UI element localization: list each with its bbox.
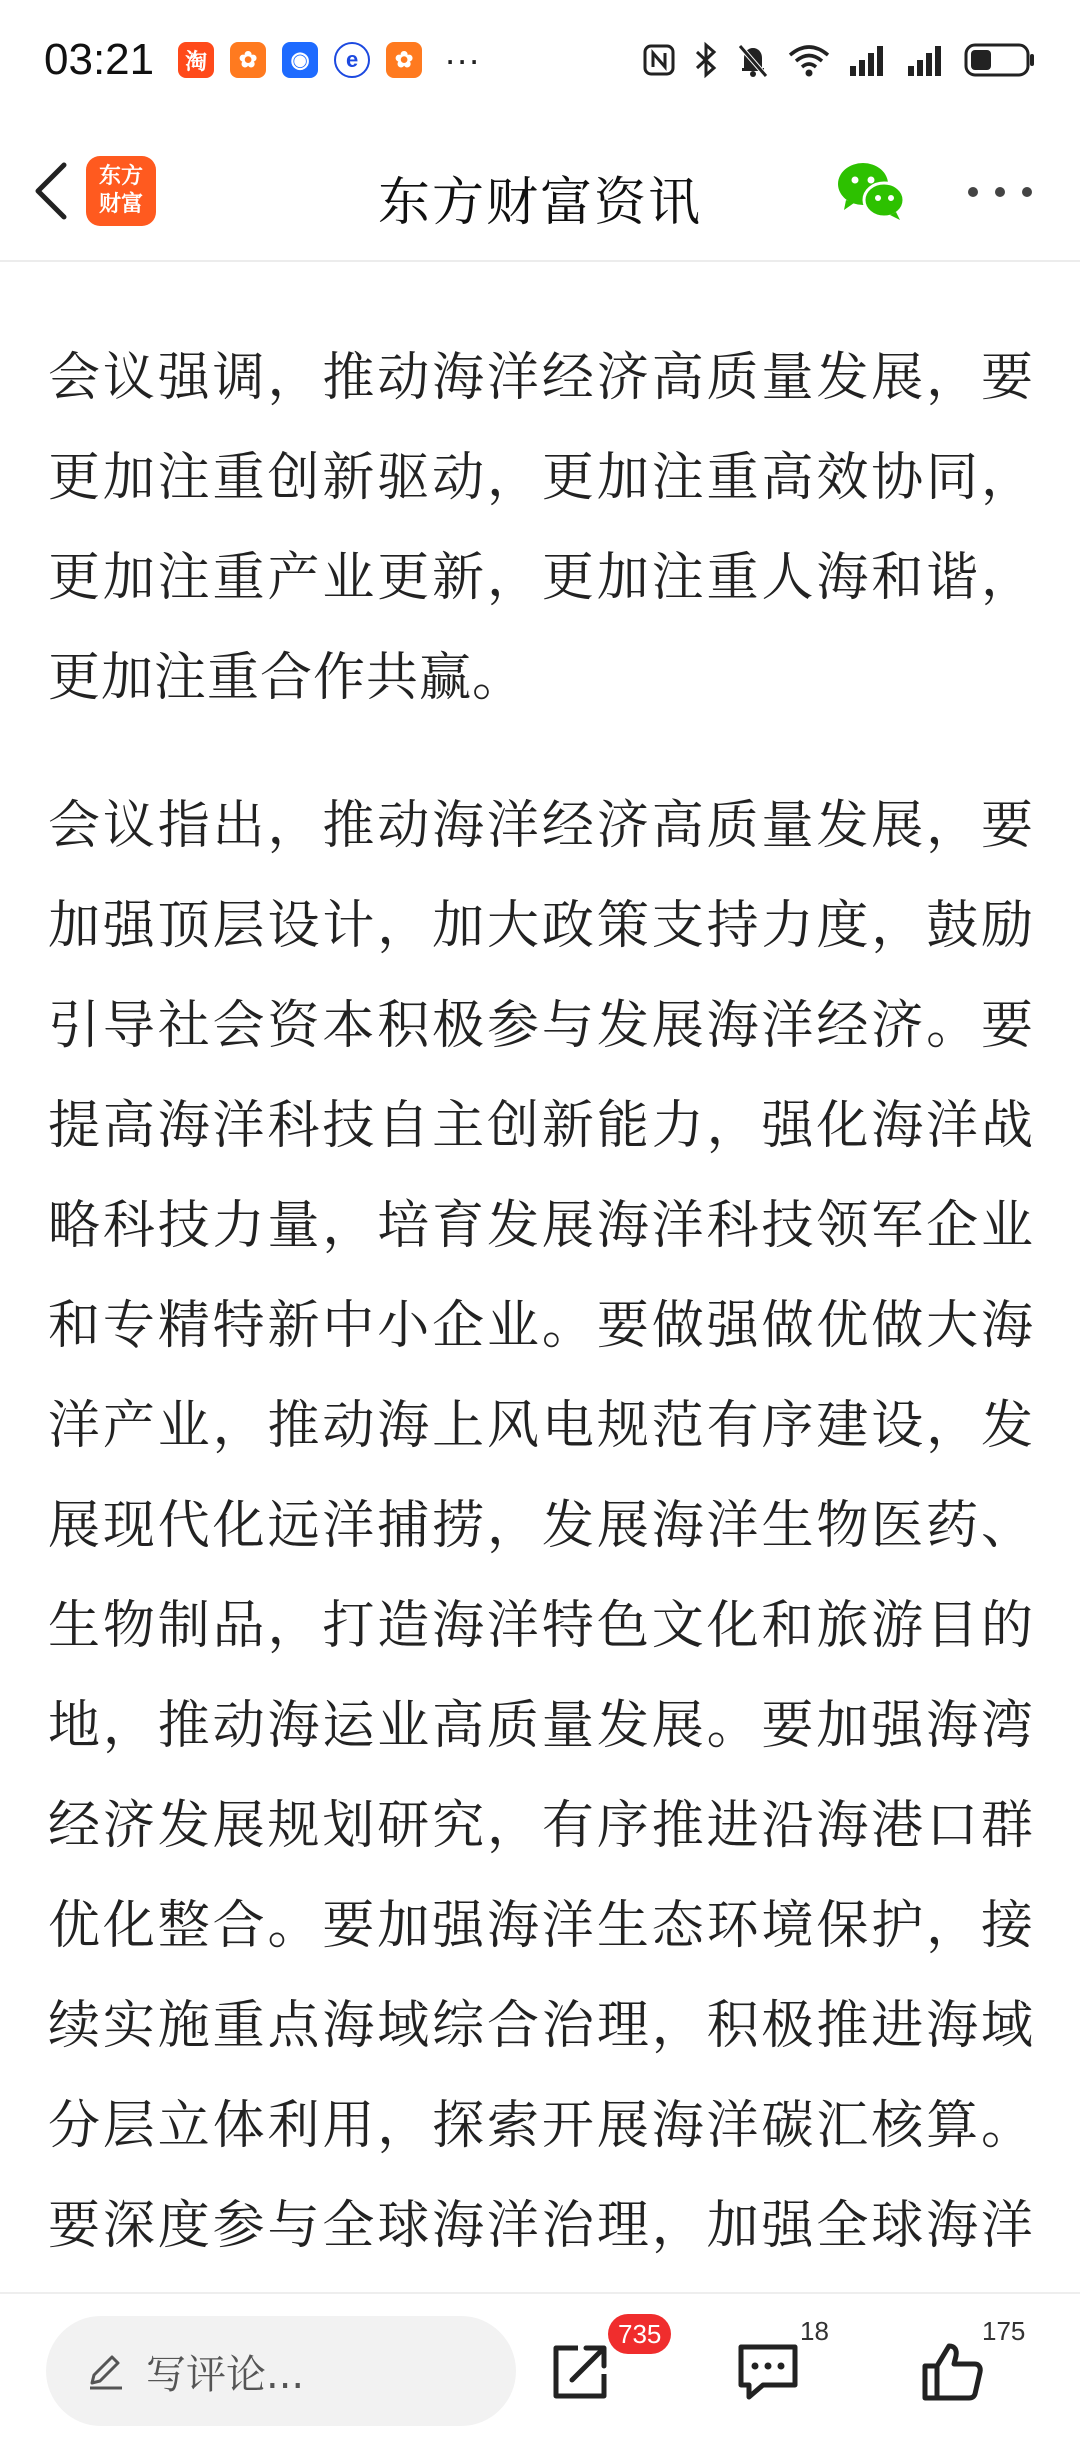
more-options-button[interactable]: [960, 172, 1040, 212]
thumbs-up-icon: [919, 2340, 985, 2404]
comments-button[interactable]: [728, 2332, 808, 2412]
wechat-share-button[interactable]: [836, 158, 906, 224]
share-button[interactable]: [540, 2332, 620, 2412]
signal-icon: [848, 44, 888, 76]
article-body: [48, 328, 1034, 2288]
more-notifications-icon: ···: [444, 39, 481, 80]
share-count-badge: 735: [608, 2314, 671, 2354]
comment-count: 18: [800, 2316, 829, 2346]
wifi-icon: [788, 43, 830, 77]
eastmoney-logo[interactable]: 东方 财富: [86, 156, 156, 226]
more-dots-icon: [965, 185, 1035, 199]
status-time: 03:21: [44, 35, 155, 84]
status-bar: [0, 0, 1080, 120]
comment-input[interactable]: [46, 2316, 516, 2426]
baidu-app-icon: e: [334, 42, 370, 78]
bluetooth-icon: [694, 42, 718, 78]
mute-bell-icon: [736, 42, 770, 78]
signal-icon-2: [906, 44, 946, 76]
top-nav-bar: [0, 120, 1080, 262]
bottom-action-bar: [0, 2292, 1080, 2440]
comment-bubble-icon: [735, 2341, 801, 2403]
blue-app-icon: ◉: [282, 42, 318, 78]
comment-placeholder: 写评论...: [146, 2351, 305, 2398]
article-paragraph: 会议强调，推动海洋经济高质量发展，要更加注重创新驱动，更加注重高效协同，更加注重产业更新，更加注重人海和谐，更加注重合作共赢。: [48, 348, 1034, 708]
status-indicators: [642, 42, 1036, 78]
taobao-app-icon: 淘: [178, 42, 214, 78]
pencil-icon: [86, 2351, 126, 2391]
wechat-icon: [836, 158, 906, 224]
nfc-icon: [642, 43, 676, 77]
like-count: 175: [982, 2316, 1026, 2346]
orange-app-icon: ✿: [230, 42, 266, 78]
orange-app-icon-2: ✿: [386, 42, 422, 78]
article-paragraph: 会议指出，推动海洋经济高质量发展，要加强顶层设计，加大政策支持力度，鼓励引导社会资本积极参与发展海洋经济。要提高海洋科技自主创新能力，强化海洋战略科技力量，培育发展海洋科技领军企业和专精特新中小企业。要做强做优做大海洋产业，推动海上风电规范有序建设，发展现代化远洋捕捞，发展海洋生物医药、生物制品，打造海洋特色文化和旅游目的地，推动海运业高质量发展。要加强海湾经济发展规划研究，有序推进沿海港口群优化整合。要加强海洋生态环境保护，接续实施重点海域综合治理，积极推进海域分层立体利用，探索开展海洋碳汇核算。要深度参与全球海洋治理，加强全球海洋: [48, 796, 1034, 2256]
page-title: 东方财富资讯: [377, 173, 702, 233]
like-button[interactable]: [912, 2332, 992, 2412]
share-icon: [548, 2340, 612, 2404]
battery-icon: [964, 42, 1036, 78]
